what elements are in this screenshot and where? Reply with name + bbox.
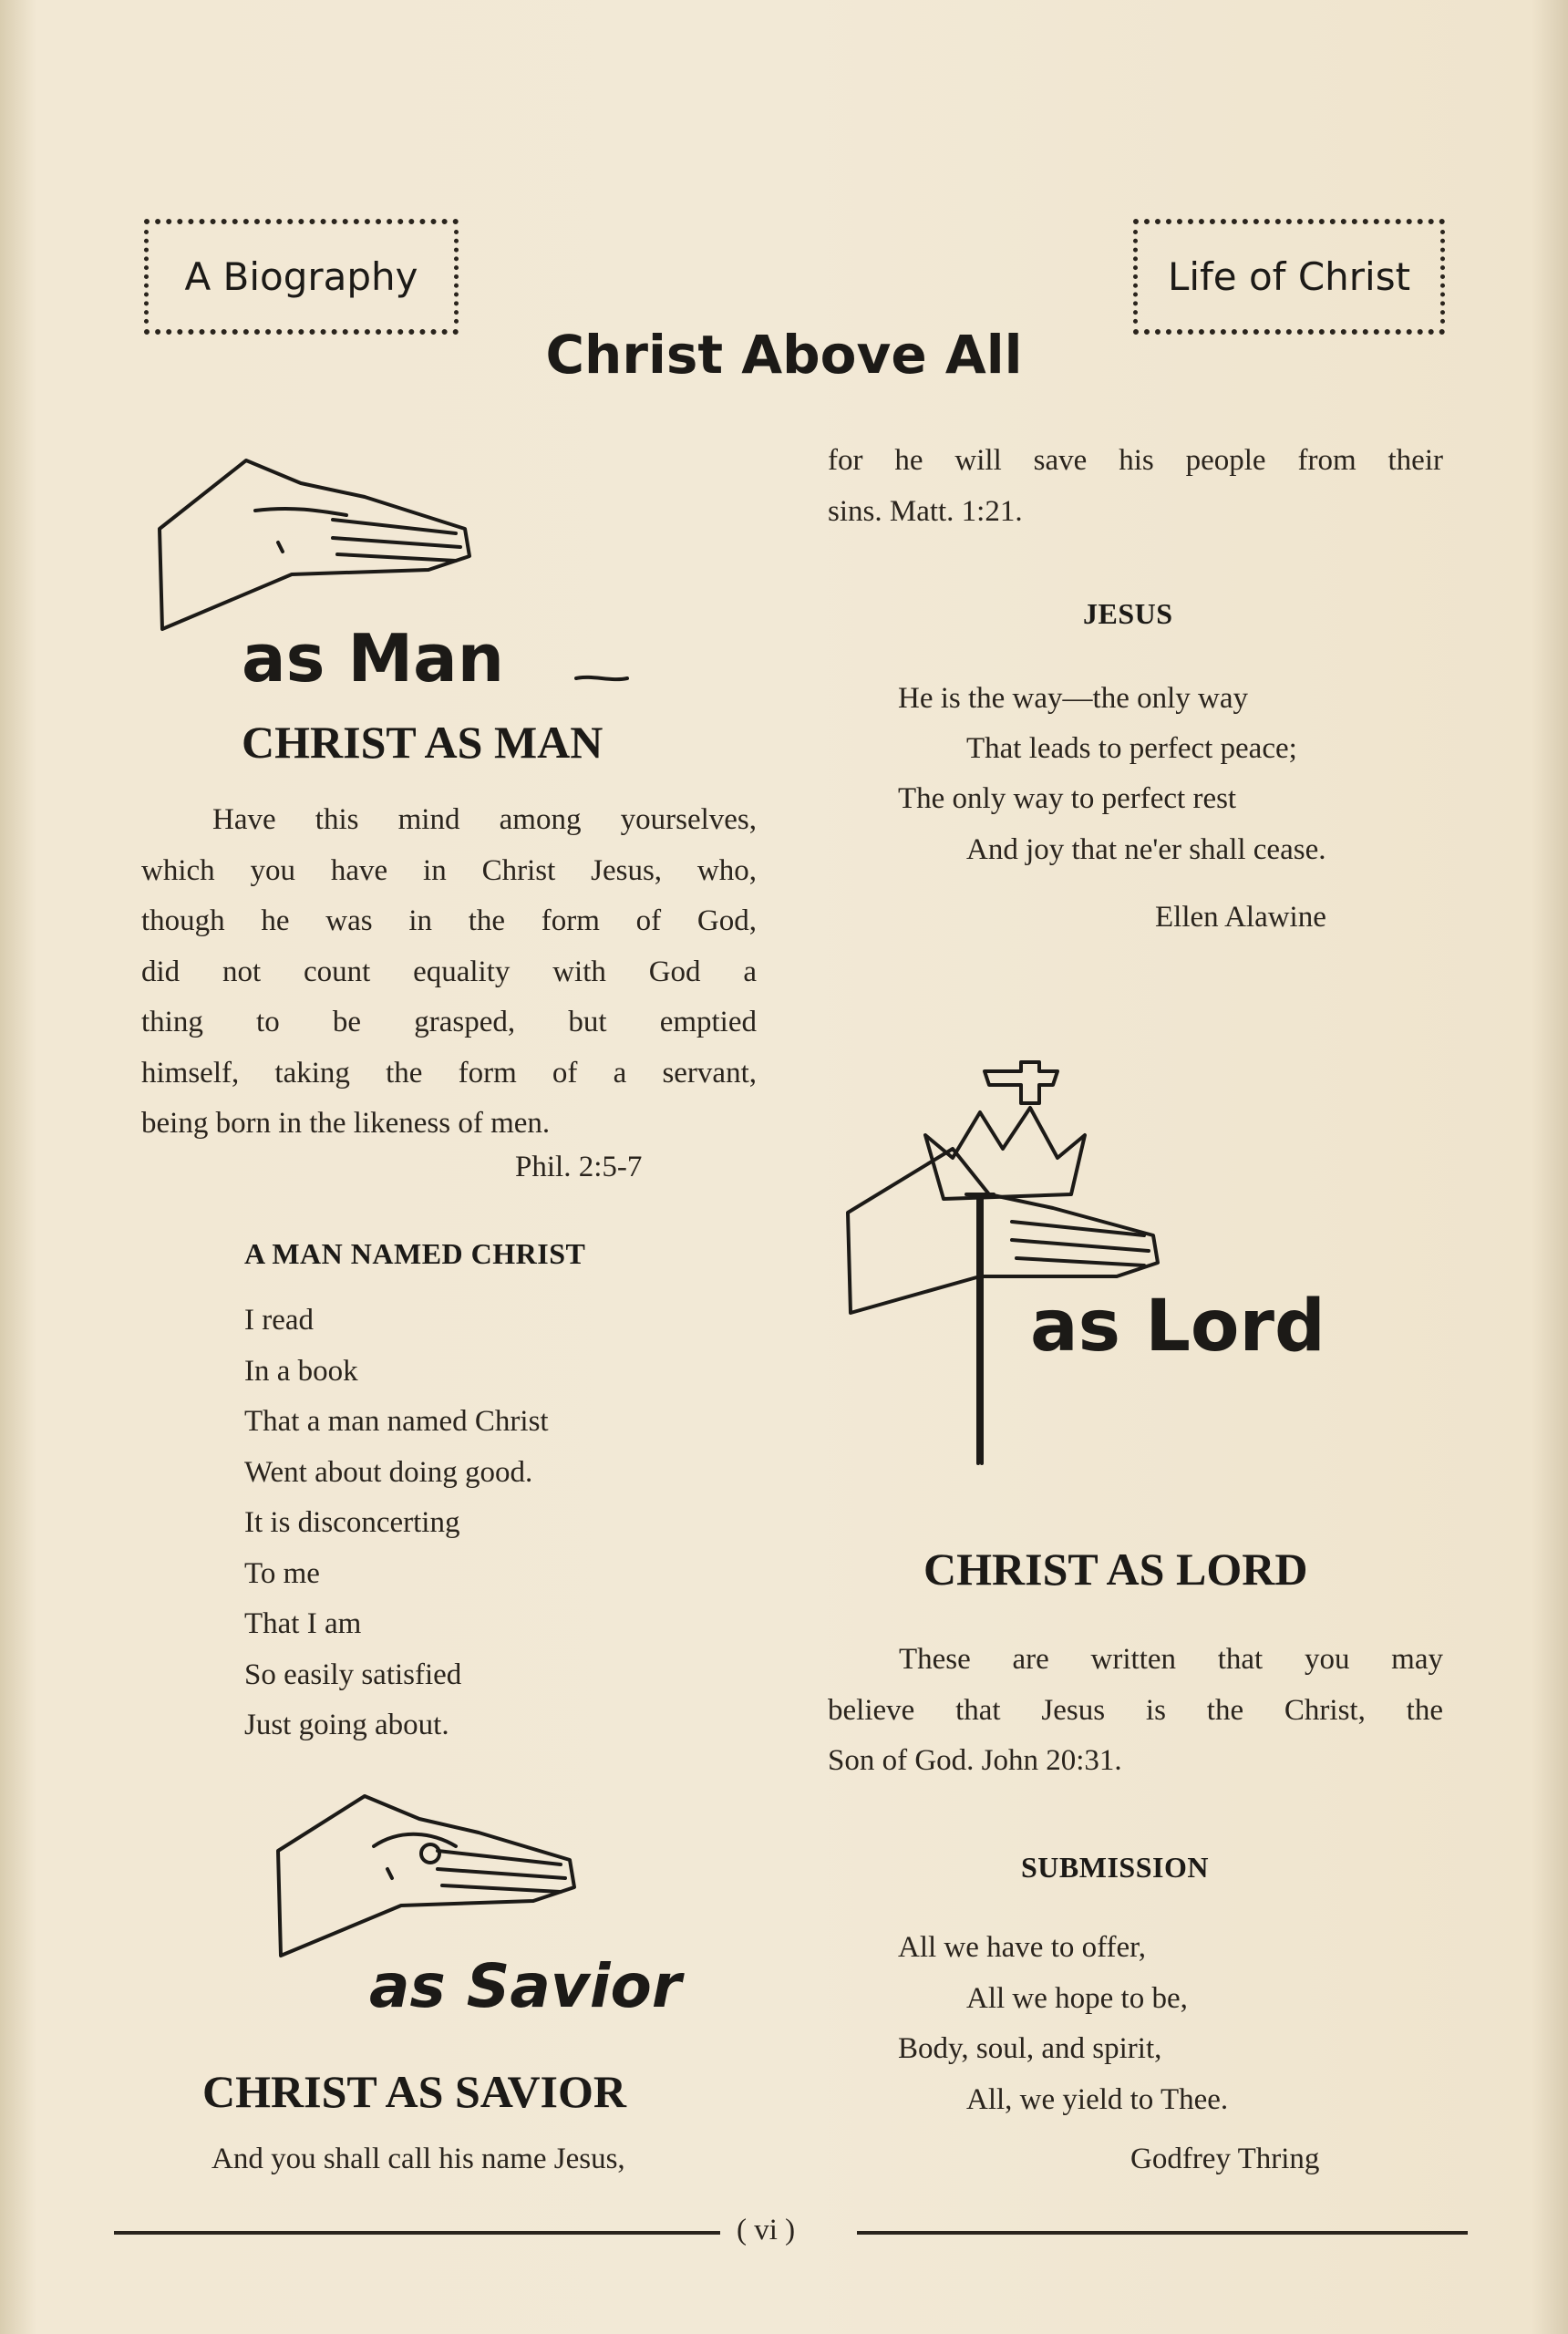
poem-submission-line: All we have to offer, (898, 1931, 1147, 1964)
man-line-4: did not count equality with God a (141, 955, 757, 988)
man-line-3: though he was in the form of God, (141, 904, 757, 937)
poem-submission-author: Godfrey Thring (1130, 2143, 1320, 2175)
savior-cont-line-1: for he will save his people from their (828, 444, 1443, 477)
lord-line-1: These are written that you may (899, 1643, 1443, 1676)
poem-jesus-author: Ellen Alawine (1155, 901, 1326, 934)
poem-man-line: Just going about. (244, 1709, 449, 1741)
poem-man-line: To me (244, 1557, 320, 1590)
savior-cont-line-2: sins. Matt. 1:21. (828, 494, 1023, 528)
poem-submission-line: All we hope to be, (966, 1982, 1188, 2015)
man-line-1: Have this mind among yourselves, (212, 803, 757, 836)
poem-jesus-line: He is the way—the only way (898, 682, 1248, 715)
christ-as-man-heading: CHRIST AS MAN (242, 717, 603, 768)
man-line-5: thing to be grasped, but emptied (141, 1006, 757, 1038)
page-number: ( vi ) (737, 2214, 796, 2246)
poem-submission-line: All, we yield to Thee. (966, 2083, 1229, 2116)
as-lord-script: as Lord (1030, 1286, 1326, 1368)
hand-illustration-savior (273, 1792, 583, 1965)
lord-line-2: believe that Jesus is the Christ, the (828, 1693, 1443, 1727)
page-title: Christ Above All (545, 324, 1023, 386)
christ-as-lord-heading: CHRIST AS LORD (923, 1544, 1308, 1595)
as-man-script: as Man (242, 620, 504, 697)
hand-illustration-man (155, 456, 483, 638)
poem-man-line: So easily satisfied (244, 1658, 462, 1691)
hand-cross-crown-illustration (843, 1058, 1171, 1468)
christ-as-savior-heading: CHRIST AS SAVIOR (202, 2066, 627, 2117)
poem-jesus-line: The only way to perfect rest (898, 782, 1237, 815)
footer-rule-left (114, 2231, 720, 2235)
poem-jesus-line: That leads to perfect peace; (966, 732, 1297, 765)
man-reference: Phil. 2:5-7 (515, 1151, 643, 1183)
poem-jesus-line: And joy that ne'er shall cease. (966, 833, 1326, 866)
man-line-2: which you have in Christ Jesus, who, (141, 853, 757, 887)
poem-man-line: In a book (244, 1355, 358, 1388)
man-line-6: himself, taking the form of a servant, (141, 1056, 757, 1090)
poem-man-line: That a man named Christ (244, 1405, 549, 1438)
savior-text-start: And you shall call his name Jesus, (211, 2143, 625, 2175)
script-flourish (574, 673, 629, 686)
poem-man-line: I read (244, 1304, 315, 1337)
man-paragraph (141, 795, 757, 1150)
poem-submission-line: Body, soul, and spirit, (898, 2032, 1162, 2065)
poem-submission-title: SUBMISSION (1021, 1851, 1209, 1884)
poem-man-line: That I am (244, 1607, 362, 1640)
man-line-7: being born in the likeness of men. (141, 1107, 551, 1140)
poem-man-line: It is disconcerting (244, 1506, 460, 1539)
savior-continuation (828, 436, 1443, 537)
poem-man-line: Went about doing good. (244, 1456, 533, 1489)
poem-man-title: A MAN NAMED CHRIST (244, 1237, 586, 1270)
biography-tag (144, 219, 459, 335)
lord-line-3: Son of God. John 20:31. (828, 1744, 1122, 1777)
as-savior-script: as Savior (369, 1951, 682, 2021)
footer-rule-right (857, 2231, 1468, 2235)
life-of-christ-tag-label: Life of Christ (1167, 254, 1411, 299)
biography-tag-label: A Biography (184, 254, 418, 299)
life-of-christ-tag (1133, 219, 1445, 335)
poem-jesus-title: JESUS (1083, 597, 1173, 630)
lord-paragraph (828, 1635, 1443, 1787)
